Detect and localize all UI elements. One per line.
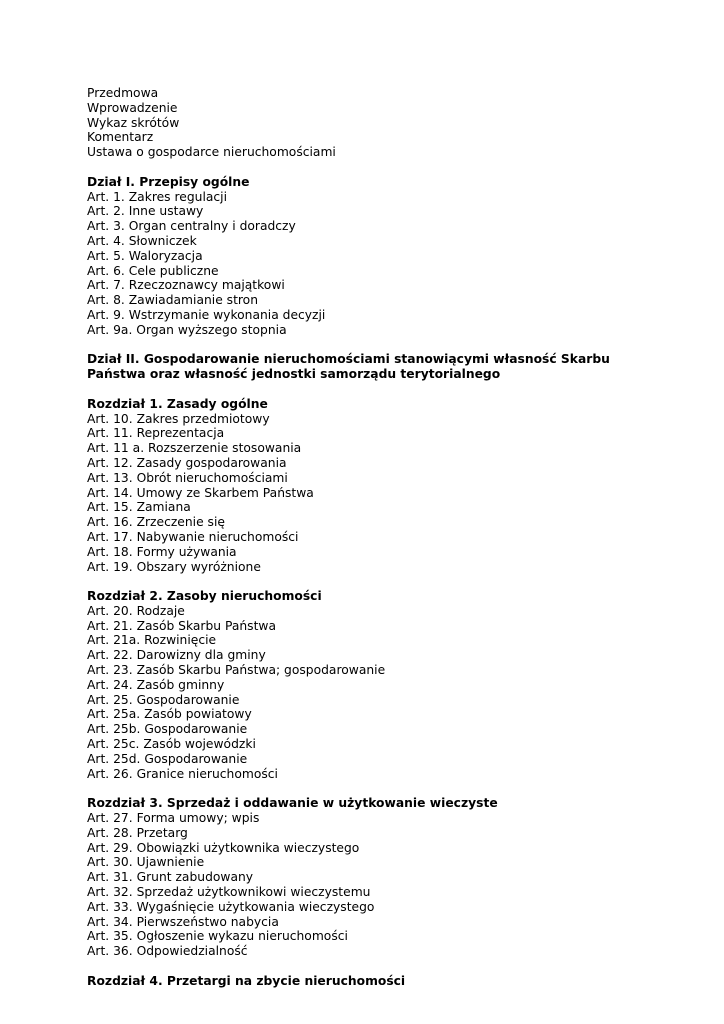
list-item: Art. 9. Wstrzymanie wykonania decyzji [87,307,326,322]
list-item: Komentarz [87,130,154,145]
list-item: Art. 24. Zasób gminny [87,677,225,692]
list-item: Art. 17. Nabywanie nieruchomości [87,529,299,544]
list-item: Art. 5. Waloryzacja [87,248,203,263]
list-item: Art. 33. Wygaśnięcie użytkowania wieczystego [87,899,375,914]
list-item: Art. 7. Rzeczoznawcy majątkowi [87,278,285,293]
table-of-contents [87,86,647,989]
list-item: Art. 25c. Zasób wojewódzki [87,737,256,752]
section-rozdzial-1 [87,397,647,575]
list-item: Art. 14. Umowy ze Skarbem Państwa [87,485,314,500]
list-item: Art. 25. Gospodarowanie [87,692,240,707]
list-item: Art. 8. Zawiadamianie stron [87,293,259,308]
list-item: Art. 28. Przetarg [87,825,188,840]
list-item: Art. 11 a. Rozszerzenie stosowania [87,441,302,456]
list-item: Art. 27. Forma umowy; wpis [87,811,260,826]
list-item: Art. 25d. Gospodarowanie [87,751,248,766]
chapter-heading: Rozdział 2. Zasoby nieruchomości [87,589,322,604]
section-heading: Dział I. Przepisy ogólne [87,174,250,189]
list-item: Art. 26. Granice nieruchomości [87,766,278,781]
chapter-heading: Rozdział 3. Sprzedaż i oddawanie w użytkowanie wieczyste [87,796,498,811]
list-item: Art. 9a. Organ wyższego stopnia [87,322,287,337]
list-item: Art. 21a. Rozwinięcie [87,633,217,648]
section-heading: Dział II. Gospodarowanie nieruchomościami stanowiącymi własność Skarbu Państwa oraz własność jednostki samorządu terytorialnego [87,352,610,382]
list-item: Art. 3. Organ centralny i doradczy [87,219,296,234]
list-item: Art. 35. Ogłoszenie wykazu nieruchomości [87,929,348,944]
list-item: Art. 11. Reprezentacja [87,426,225,441]
list-item: Art. 6. Cele publiczne [87,263,219,278]
list-item: Art. 29. Obowiązki użytkownika wieczystego [87,840,360,855]
list-item: Art. 21. Zasób Skarbu Państwa [87,618,276,633]
list-item: Art. 32. Sprzedaż użytkownikowi wieczystemu [87,885,371,900]
list-item: Art. 1. Zakres regulacji [87,189,227,204]
list-item: Art. 18. Formy używania [87,544,237,559]
list-item: Wykaz skrótów [87,115,180,130]
section-rozdzial-4 [87,974,647,989]
list-item: Art. 16. Zrzeczenie się [87,515,225,530]
section-rozdzial-2 [87,589,647,781]
list-item: Art. 34. Pierwszeństwo nabycia [87,914,279,929]
list-item: Art. 31. Grunt zabudowany [87,870,254,885]
list-item: Art. 19. Obszary wyróżnione [87,559,261,574]
list-item: Art. 13. Obrót nieruchomościami [87,470,288,485]
list-item: Art. 25b. Gospodarowanie [87,722,248,737]
list-item: Art. 36. Odpowiedzialność [87,944,248,959]
list-item: Art. 12. Zasady gospodarowania [87,455,287,470]
chapter-heading: Rozdział 4. Przetargi na zbycie nieruchomości [87,973,406,988]
list-item: Art. 10. Zakres przedmiotowy [87,411,270,426]
list-item: Art. 20. Rodzaje [87,603,185,618]
list-item: Art. 30. Ujawnienie [87,855,205,870]
list-item: Art. 25a. Zasób powiatowy [87,707,252,722]
section-dzial-2 [87,352,647,382]
list-item: Art. 15. Zamiana [87,500,191,515]
section-dzial-1 [87,175,647,338]
list-item: Ustawa o gospodarce nieruchomościami [87,145,336,160]
list-item: Art. 23. Zasób Skarbu Państwa; gospodarowanie [87,663,386,678]
list-item: Wprowadzenie [87,100,178,115]
list-item: Art. 22. Darowizny dla gminy [87,648,266,663]
front-matter-list [87,86,647,160]
list-item: Art. 4. Słowniczek [87,233,197,248]
section-rozdzial-3 [87,796,647,959]
list-item: Przedmowa [87,86,159,100]
list-item: Art. 2. Inne ustawy [87,204,204,219]
chapter-heading: Rozdział 1. Zasady ogólne [87,396,268,411]
